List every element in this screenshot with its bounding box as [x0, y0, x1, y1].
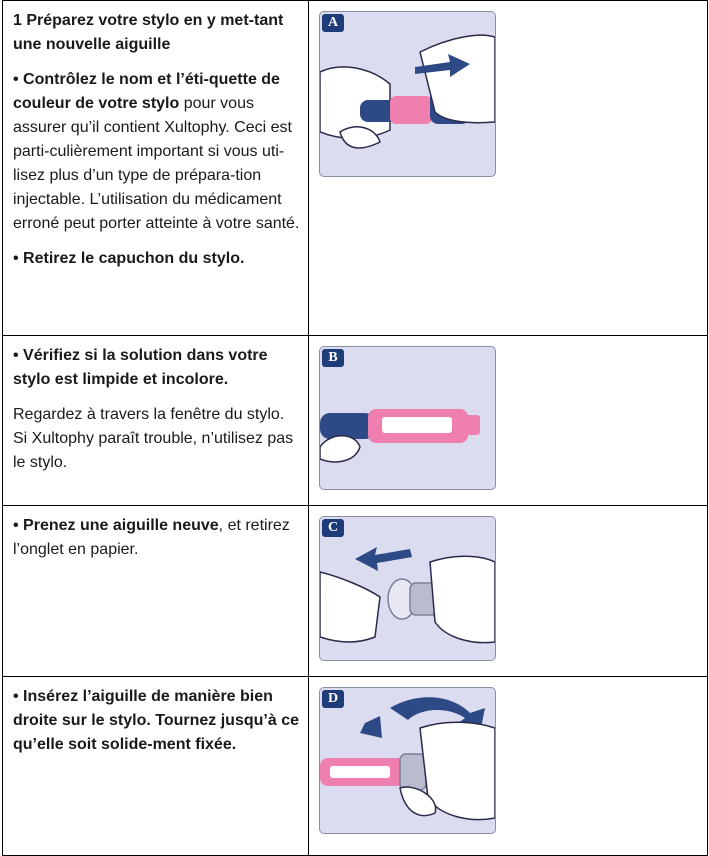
bullet-check-label: • Contrôlez le nom et l’éti-quette de couleur de votre stylo pour vous assurer qu’il contient Xultophy. Ceci est parti-culièrement important si vous uti-lisez plus d’un type de prépara-tion injectable. L’utilisation du médicament erroné peut porter atteinte à votre santé.: [13, 71, 300, 232]
step-row-b: [3, 336, 708, 506]
figure-b: [319, 346, 496, 490]
instruction-paragraph: Regardez à travers la fenêtre du stylo. Si Xultophy paraît trouble, n’utilisez pas le stylo.: [13, 406, 294, 471]
step-text-d: [3, 677, 309, 856]
figure-label-c: C: [322, 519, 344, 537]
figure-c: [319, 516, 496, 661]
step-figure-cell-a: [309, 1, 708, 336]
step-row-a: [3, 1, 708, 336]
instruction-table: [2, 0, 708, 856]
remove-cap-illustration: [320, 12, 495, 176]
step-row-c: [3, 506, 708, 677]
step-text-a: [3, 1, 309, 336]
bullet-new-needle: • Prenez une aiguille neuve, et retirez l’onglet en papier.: [13, 517, 290, 558]
figure-label-b: B: [322, 349, 344, 367]
bullet-verify-solution: • Vérifiez si la solution dans votre stylo est limpide et incolore.: [13, 347, 268, 388]
insert-needle-illustration: [320, 688, 495, 833]
figure-label-a: A: [322, 14, 344, 32]
bullet-remove-cap: • Retirez le capuchon du stylo.: [13, 250, 245, 267]
step-figure-cell-b: [309, 336, 708, 506]
step-title: 1 Préparez votre stylo en y met-tant une nouvelle aiguille: [13, 12, 284, 53]
step-text-c: [3, 506, 309, 677]
step-figure-cell-c: [309, 506, 708, 677]
step-text-b: [3, 336, 309, 506]
check-solution-illustration: [320, 347, 495, 489]
step-figure-cell-d: [309, 677, 708, 856]
figure-label-d: D: [322, 690, 344, 708]
figure-a: [319, 11, 496, 177]
step-row-d: [3, 677, 708, 856]
figure-d: [319, 687, 496, 834]
bullet-insert-needle: • Insérez l’aiguille de manière bien droite sur le stylo. Tournez jusqu’à ce qu’elle soit solide-ment fixée.: [13, 688, 299, 753]
remove-tab-illustration: [320, 517, 495, 660]
